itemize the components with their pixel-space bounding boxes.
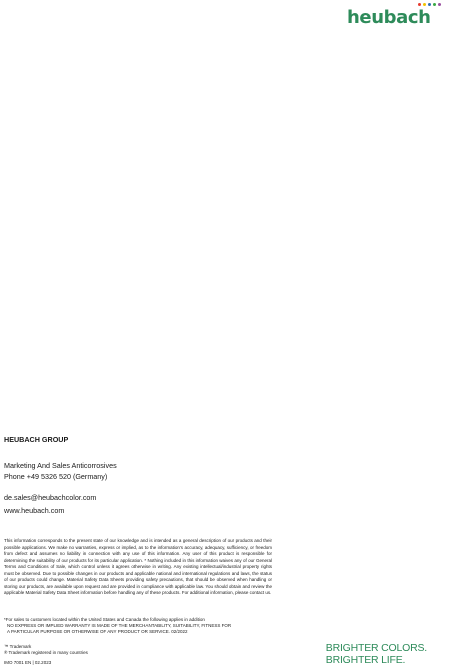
heubach-logo bbox=[347, 3, 441, 28]
phone-number: Phone +49 5326 520 (Germany) bbox=[4, 472, 108, 481]
logo-dots bbox=[418, 3, 441, 6]
logo-dot bbox=[433, 3, 436, 6]
us-note-line: A PARTICULAR PURPOSE OR OTHERWISE OF ANY PRODUCT OR SERVICE. 02/2022 bbox=[7, 629, 188, 634]
company-name: HEUBACH GROUP bbox=[4, 435, 69, 444]
logo-dot bbox=[418, 3, 421, 6]
us-canada-warranty-note bbox=[4, 617, 284, 635]
tagline-line: BRIGHTER LIFE. bbox=[325, 654, 406, 666]
logo-text: heubach bbox=[347, 7, 431, 28]
tagline-line: BRIGHTER COLORS. bbox=[325, 642, 427, 654]
us-note-line: NO EXPRESS OR IMPLIED WARRANTY IS MADE OF THE MERCHANTABILITY, SUITABILITY, FITNESS FOR bbox=[7, 623, 232, 628]
document-code: IMO 7001 EN | 02.2023 bbox=[4, 660, 52, 665]
us-note-line: *For sales to customers located within the United States and Canada the following applies in addition bbox=[4, 617, 205, 622]
brand-tagline bbox=[326, 642, 427, 666]
trademark-line: ™ Trademark bbox=[4, 644, 32, 649]
registered-trademark-line: ® Trademark registered in many countries bbox=[4, 650, 88, 655]
logo-dot bbox=[428, 3, 431, 6]
logo-dot bbox=[438, 3, 441, 6]
logo-dot bbox=[423, 3, 426, 6]
trademark-notes bbox=[4, 644, 88, 656]
email-address[interactable]: de.sales@heubachcolor.com bbox=[4, 493, 97, 502]
website-link[interactable]: www.heubach.com bbox=[4, 506, 65, 515]
department-name: Marketing And Sales Anticorrosives bbox=[4, 461, 117, 470]
legal-disclaimer: This information corresponds to the present state of our knowledge and is intended as a general description of our products and their possible applications. We make no warranties, express or implied, as to the information's accuracy, adequacy, sufficiency, or freedom from defect and assumes no liability in connection with any use of this information. Any user of this product is responsible for determining the suitability of our products for its particular application. * Nothing included in this information waives any of our General Terms and Conditions of Sale, which control unless it agrees otherwise in writing. Any existing intellectual/industrial property rights must be observed. Due to possible changes in our products and applicable national and international regulations and laws, the status of our products could change. Material Safety Data Sheets providing safety precautions, that should be observed when handling or storing our products, are available upon request and are provided in compliance with applicable law. You should obtain and review the applicable Material Safety Data Sheet information before handling any of these products. For additional information, please contact us. bbox=[4, 538, 272, 595]
